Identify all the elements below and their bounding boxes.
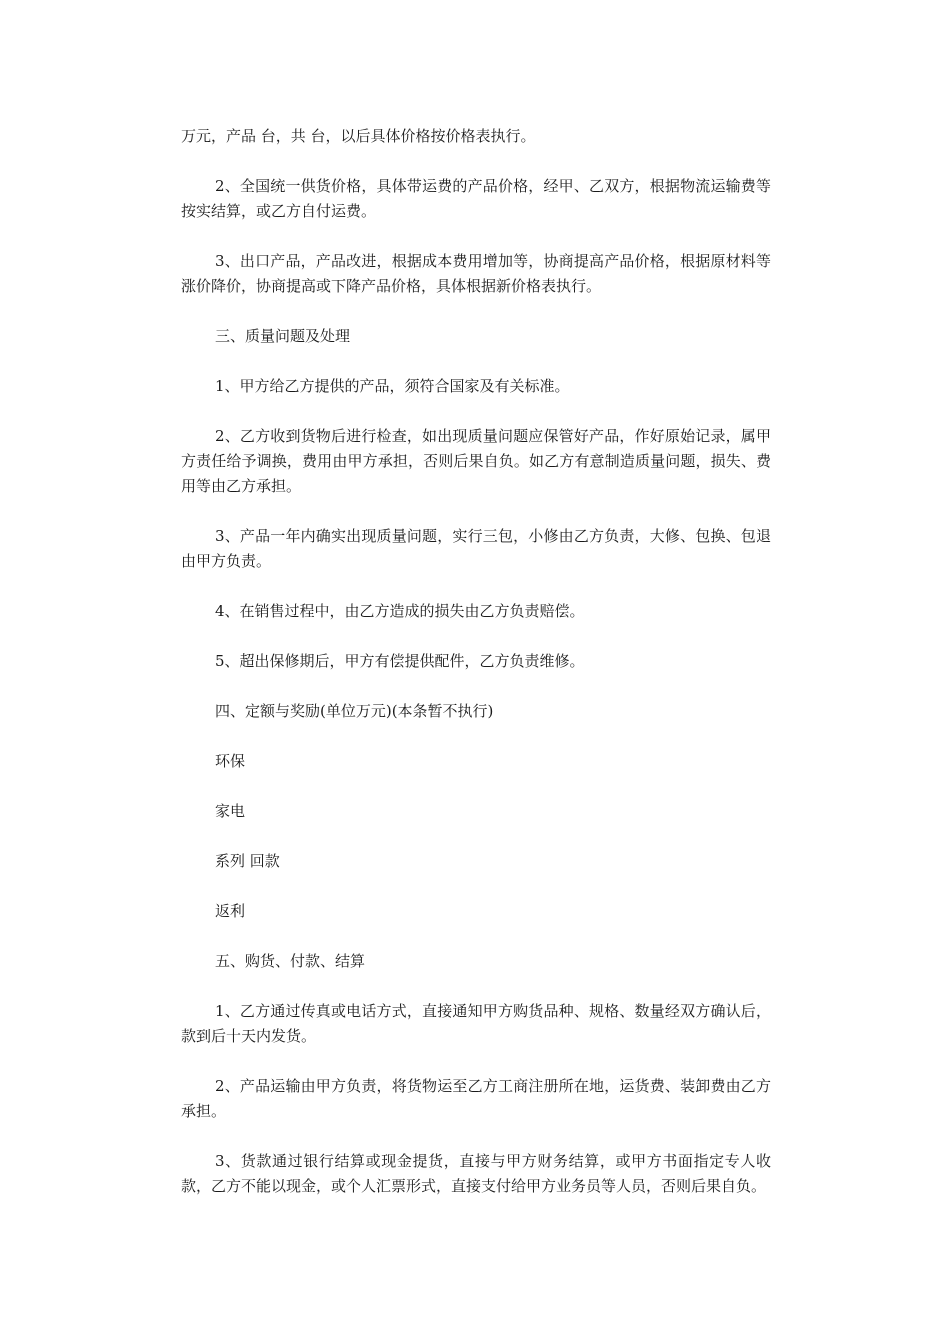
paragraph-unified-price: 2、全国统一供货价格，具体带运费的产品价格，经甲、乙双方，根据物流运输费等按实结算，或乙方自付运费。 — [181, 177, 771, 220]
quota-item-series-payment: 系列 回款 — [215, 852, 280, 870]
paragraph-quality-standard: 1、甲方给乙方提供的产品，须符合国家及有关标准。 — [215, 377, 570, 395]
quota-item-rebate: 返利 — [215, 902, 246, 920]
paragraph-order-method: 1、乙方通过传真或电话方式，直接通知甲方购货品种、规格、数量经双方确认后，款到后十天内发货。 — [181, 1002, 771, 1045]
paragraph-transport: 2、产品运输由甲方负责，将货物运至乙方工商注册所在地，运货费、装卸费由乙方承担。 — [181, 1077, 771, 1120]
paragraph-sales-loss: 4、在销售过程中，由乙方造成的损失由乙方负责赔偿。 — [215, 602, 585, 620]
paragraph-settlement: 3、货款通过银行结算或现金提货，直接与甲方财务结算，或甲方书面指定专人收款，乙方不能以现金，或个人汇票形式，直接支付给甲方业务员等人员，否则后果自负。 — [181, 1152, 771, 1195]
section-heading-quality: 三、质量问题及处理 — [215, 327, 351, 345]
paragraph-inspection: 2、乙方收到货物后进行检查，如出现质量问题应保管好产品，作好原始记录，属甲方责任给予调换，费用由甲方承担，否则后果自负。如乙方有意制造质量问题，损失、费用等由乙方承担。 — [181, 427, 771, 495]
paragraph-price-continuation: 万元，产品 台，共 台，以后具体价格按价格表执行。 — [181, 127, 536, 145]
section-heading-quota: 四、定额与奖励(单位万元)(本条暂不执行) — [215, 702, 494, 720]
document-body — [181, 124, 771, 1199]
paragraph-post-warranty: 5、超出保修期后，甲方有偿提供配件，乙方负责维修。 — [215, 652, 585, 670]
quota-item-environmental: 环保 — [215, 752, 246, 770]
paragraph-export-price: 3、出口产品，产品改进，根据成本费用增加等，协商提高产品价格，根据原材料等涨价降价，协商提高或下降产品价格，具体根据新价格表执行。 — [181, 252, 771, 295]
quota-item-appliance: 家电 — [215, 802, 246, 820]
section-heading-purchase: 五、购货、付款、结算 — [215, 952, 366, 970]
paragraph-warranty: 3、产品一年内确实出现质量问题，实行三包，小修由乙方负责，大修、包换、包退由甲方负责。 — [181, 527, 771, 570]
